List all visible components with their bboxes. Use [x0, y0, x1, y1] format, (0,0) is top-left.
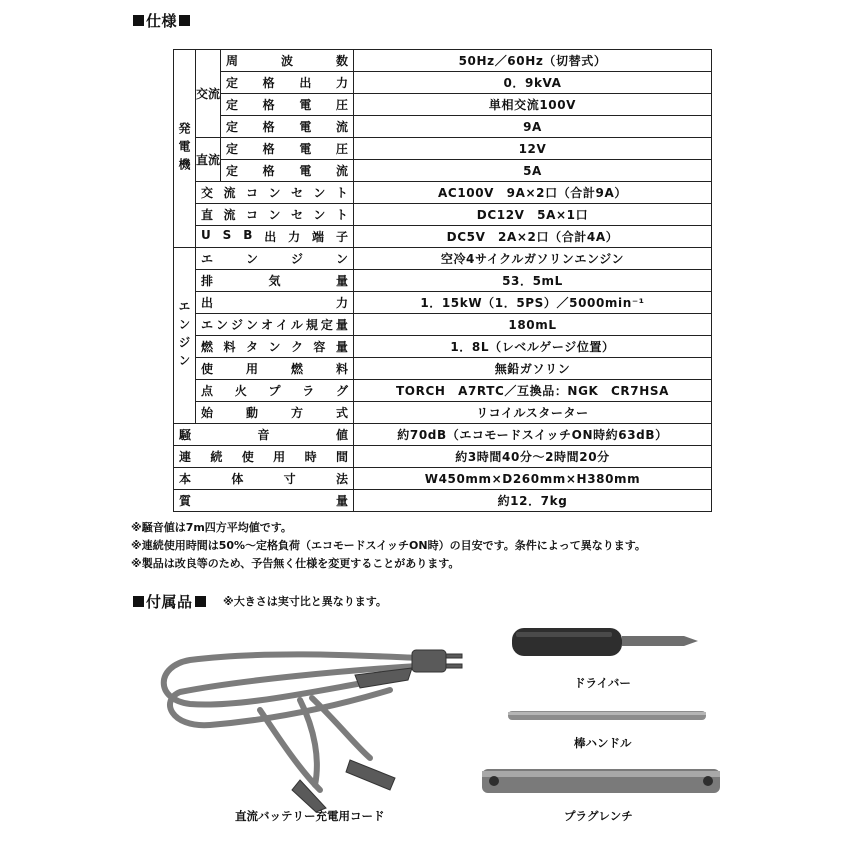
spec-label: 騒 音 値 — [174, 424, 354, 446]
spec-value: 約3時間40分〜2時間20分 — [354, 446, 712, 468]
spec-label: U S B 出 力 端 子 — [196, 226, 354, 248]
spec-value: 53．5mL — [354, 270, 712, 292]
notes — [131, 519, 646, 573]
spec-value: 5A — [354, 160, 712, 182]
spec-label: エ ン ジ ン オ イ ル 規 定 量 — [196, 314, 354, 336]
spec-label: 定 格 電 流 — [221, 160, 354, 182]
spec-value: 無鉛ガソリン — [354, 358, 712, 380]
spec-label: 出 力 — [196, 292, 354, 314]
plug-wrench-image — [482, 765, 722, 799]
spec-value: 約70dB（エコモードスイッチON時約63dB） — [354, 424, 712, 446]
spec-label: 定 格 電 圧 — [221, 138, 354, 160]
heading-square-icon — [133, 596, 144, 607]
spec-value: 12V — [354, 138, 712, 160]
spec-value: 1．15kW（1．5PS）／5000min⁻¹ — [354, 292, 712, 314]
spec-label: 排 気 量 — [196, 270, 354, 292]
note: ※騒音値は7m四方平均値です。 — [131, 521, 292, 534]
heading-square-icon — [195, 596, 206, 607]
spec-label: 質 量 — [174, 490, 354, 512]
spec-label: 本 体 寸 法 — [174, 468, 354, 490]
spec-label: 始 動 方 式 — [196, 402, 354, 424]
accessories-note: ※大きさは実寸比と異なります。 — [223, 595, 387, 608]
spec-label: 定 格 電 流 — [221, 116, 354, 138]
spec-label: 点 火 プ ラ グ — [196, 380, 354, 402]
spec-value: DC12V 5A×1口 — [354, 204, 712, 226]
bar-caption: 棒ハンドル — [574, 736, 632, 750]
ac-group-label: 交流 — [196, 50, 221, 138]
spec-value: AC100V 9A×2口（合計9A） — [354, 182, 712, 204]
wrench-caption: プラグレンチ — [564, 809, 633, 823]
spec-value: リコイルスターター — [354, 402, 712, 424]
note: ※連続使用時間は50%〜定格負荷（エコモードスイッチON時）の目安です。条件によって異なります。 — [131, 539, 646, 552]
spec-value: 約12．7kg — [354, 490, 712, 512]
heading-square-icon — [179, 15, 190, 26]
heading-square-icon — [133, 15, 144, 26]
spec-value: 180mL — [354, 314, 712, 336]
spec-label: 直 流 コ ン セ ン ト — [196, 204, 354, 226]
spec-value: 1．8L（レベルゲージ位置） — [354, 336, 712, 358]
spec-label: 交 流 コ ン セ ン ト — [196, 182, 354, 204]
spec-value: 空冷4サイクルガソリンエンジン — [354, 248, 712, 270]
spec-label: 使 用 燃 料 — [196, 358, 354, 380]
spec-value: 9A — [354, 116, 712, 138]
charging-cord-image — [150, 630, 470, 810]
spec-value: DC5V 2A×2口（合計4A） — [354, 226, 712, 248]
note: ※製品は改良等のため、予告無く仕様を変更することがあります。 — [131, 557, 460, 570]
accessories-heading — [133, 591, 206, 612]
cord-caption: 直流バッテリー充電用コード — [235, 809, 385, 823]
spec-value: W450mm×D260mm×H380mm — [354, 468, 712, 490]
engine-group-label: エンジン — [174, 248, 196, 424]
spec-table — [173, 49, 712, 512]
spec-heading — [133, 10, 190, 31]
dc-group-label: 直流 — [196, 138, 221, 182]
spec-label: エ ン ジ ン — [196, 248, 354, 270]
spec-heading-text: 仕様 — [146, 12, 178, 30]
spec-label: 連 続 使 用 時 間 — [174, 446, 354, 468]
generator-group-label: 発電機 — [174, 50, 196, 248]
spec-value: 0．9kVA — [354, 72, 712, 94]
spec-label: 定 格 電 圧 — [221, 94, 354, 116]
spec-label: 定 格 出 力 — [221, 72, 354, 94]
spec-value: 50Hz／60Hz（切替式） — [354, 50, 712, 72]
driver-caption: ドライバー — [574, 676, 631, 690]
spec-label: 周 波 数 — [221, 50, 354, 72]
accessories-heading-text: 付属品 — [146, 593, 193, 611]
bar-handle-image — [508, 709, 708, 723]
spec-value: TORCH A7RTC／互換品：NGK CR7HSA — [354, 380, 712, 402]
spec-value: 単相交流100V — [354, 94, 712, 116]
spec-label: 燃 料 タ ン ク 容 量 — [196, 336, 354, 358]
screwdriver-image — [510, 622, 700, 662]
